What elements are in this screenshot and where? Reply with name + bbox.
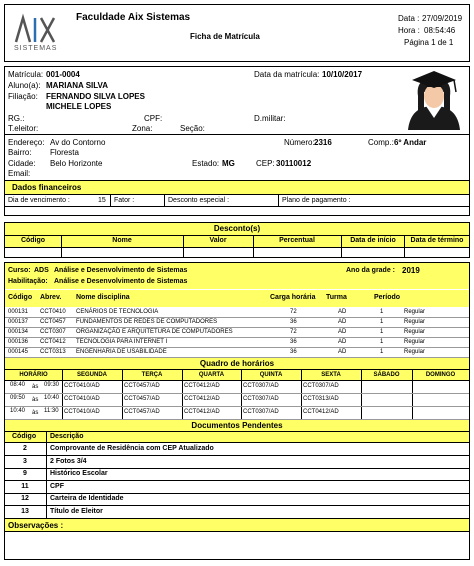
estado-label: Estado: bbox=[192, 159, 220, 168]
pending-description: 2 Fotos 3/4 bbox=[50, 457, 87, 465]
habilitacao-value: Análise e Desenvolvimento de Sistemas bbox=[54, 278, 188, 285]
cep-label: CEP: bbox=[256, 159, 275, 168]
subject-cell: AD bbox=[338, 339, 347, 345]
observacoes-label: Observações : bbox=[8, 521, 64, 530]
row-divider bbox=[4, 505, 470, 506]
schedule-cell: CCT0307/AD bbox=[243, 409, 279, 415]
subject-cell: 000136 bbox=[8, 339, 29, 345]
schedule-cell: CCT0457/AD bbox=[124, 396, 160, 402]
habilitacao-label: Habilitação: bbox=[8, 278, 48, 285]
data-matricula-value: 10/10/2017 bbox=[322, 70, 363, 79]
subject-cell: 1 bbox=[380, 329, 384, 335]
schedule-sep: às bbox=[32, 410, 39, 416]
fator-label: Fator : bbox=[114, 197, 135, 204]
pending-code: 11 bbox=[21, 482, 29, 490]
divider bbox=[182, 369, 183, 420]
page-indicator: Página 1 de 1 bbox=[404, 38, 454, 47]
estado-value: MG bbox=[222, 159, 235, 168]
cep-value: 30110012 bbox=[276, 159, 312, 168]
discount-header-nome: Nome bbox=[112, 237, 132, 244]
comp-value: 6º Andar bbox=[394, 138, 427, 147]
zona-label: Zona: bbox=[132, 124, 153, 133]
subject-cell: 000134 bbox=[8, 329, 29, 335]
row-divider bbox=[5, 317, 469, 318]
subject-cell: Regular bbox=[404, 339, 426, 345]
cpf-label: CPF: bbox=[144, 114, 163, 123]
discount-header-percentual: Percentual bbox=[279, 237, 315, 244]
pending-description: Título de Eleitor bbox=[50, 507, 103, 515]
subject-cell: Regular bbox=[404, 349, 426, 355]
divider bbox=[4, 531, 470, 532]
schedule-cell: CCT0410/AD bbox=[64, 383, 100, 389]
subject-cell: 36 bbox=[290, 349, 297, 355]
divider bbox=[122, 369, 123, 420]
matricula-value: 001-0004 bbox=[46, 70, 80, 79]
schedule-cell: CCT0412/AD bbox=[184, 396, 220, 402]
schedule-header: QUINTA bbox=[259, 372, 283, 378]
schedule-start: 08:40 bbox=[10, 382, 26, 388]
pending-code: 12 bbox=[21, 495, 29, 502]
subject-cell: 36 bbox=[290, 339, 297, 345]
divider bbox=[241, 369, 242, 420]
endereco-label: Endereço: bbox=[8, 138, 45, 147]
subject-header-turma: Turma bbox=[326, 294, 347, 301]
comp-label: Comp.: bbox=[368, 138, 394, 147]
desconto-especial-label: Desconto especial : bbox=[168, 197, 230, 204]
subject-header-abrev: Abrev. bbox=[40, 294, 62, 301]
divider bbox=[4, 194, 470, 195]
curso-code: ADS bbox=[34, 267, 49, 274]
schedule-header: HORÁRIO bbox=[19, 372, 48, 378]
schedule-title: Quadro de horários bbox=[199, 359, 275, 368]
schedule-cell: CCT0412/AD bbox=[303, 409, 339, 415]
schedule-cell: CCT0412/AD bbox=[184, 383, 220, 389]
teleitor-label: T.eleitor: bbox=[8, 124, 39, 133]
subject-cell: AD bbox=[338, 309, 347, 315]
divider bbox=[4, 442, 470, 443]
subject-cell: 36 bbox=[290, 319, 297, 325]
date-label: Data : bbox=[398, 14, 420, 23]
schedule-cell: CCT0307/AD bbox=[243, 396, 279, 402]
subject-cell: AD bbox=[338, 349, 347, 355]
subject-cell: 1 bbox=[380, 319, 384, 325]
discount-header-codigo: Código bbox=[20, 237, 46, 244]
plano-pagamento-label: Plano de pagamento : bbox=[282, 197, 351, 204]
subject-cell: 1 bbox=[380, 309, 384, 315]
row-divider bbox=[4, 455, 470, 456]
pending-description: Histórico Escolar bbox=[50, 470, 108, 477]
pending-code: 3 bbox=[23, 457, 27, 465]
dia-vencimento-value: 15 bbox=[98, 197, 106, 204]
pending-description: CPF bbox=[50, 482, 64, 490]
dmilitar-label: D.militar: bbox=[254, 114, 286, 123]
schedule-header: DOMINGO bbox=[425, 372, 456, 378]
numero-label: Número: bbox=[284, 138, 315, 147]
schedule-end: 11:30 bbox=[44, 408, 59, 414]
cidade-label: Cidade: bbox=[8, 159, 36, 168]
subject-cell: CCT0313 bbox=[40, 349, 66, 355]
pending-code: 13 bbox=[21, 507, 29, 515]
schedule-cell: CCT0307/AD bbox=[243, 383, 279, 389]
schedule-start: 10:40 bbox=[10, 408, 26, 414]
schedule-cell: CCT0457/AD bbox=[124, 383, 160, 389]
subject-cell: CCT0410 bbox=[40, 309, 66, 315]
pending-description: Carteira de Identidade bbox=[50, 495, 124, 502]
ano-grade-label: Ano da grade : bbox=[346, 267, 396, 274]
document-title: Ficha de Matrícula bbox=[190, 32, 260, 41]
subject-cell: Regular bbox=[404, 309, 426, 315]
discount-header-termino: Data de término bbox=[410, 237, 464, 244]
schedule-header: SEXTA bbox=[321, 372, 341, 378]
subject-cell: Regular bbox=[404, 329, 426, 335]
aluno-value: MARIANA SILVA bbox=[46, 81, 109, 90]
divider bbox=[412, 369, 413, 420]
subject-cell: AD bbox=[338, 329, 347, 335]
subject-header-carga: Carga horária bbox=[270, 294, 316, 301]
numero-value: 2316 bbox=[314, 138, 332, 147]
subject-cell: CENÁRIOS DE TECNOLOGIA bbox=[76, 309, 159, 315]
row-divider bbox=[4, 480, 470, 481]
subject-cell: AD bbox=[338, 319, 347, 325]
email-label: Email: bbox=[8, 169, 31, 178]
observacoes-bar bbox=[5, 519, 469, 531]
subject-cell: ENGENHARIA DE USABILIDADE bbox=[76, 349, 167, 355]
divider bbox=[361, 369, 362, 420]
filiacao-label: Filiação: bbox=[8, 92, 38, 101]
discounts-title: Desconto(s) bbox=[213, 224, 261, 233]
subject-cell: CCT0412 bbox=[40, 339, 66, 345]
schedule-cell: CCT0412/AD bbox=[184, 409, 220, 415]
pending-header-codigo: Código bbox=[12, 433, 37, 440]
divider bbox=[62, 369, 63, 420]
schedule-header: SÁBADO bbox=[373, 372, 400, 378]
schedule-end: 09:30 bbox=[44, 382, 60, 388]
pending-description: Comprovante de Residência com CEP Atualizado bbox=[50, 445, 214, 452]
pending-code: 9 bbox=[23, 470, 27, 477]
subject-cell: 000131 bbox=[8, 309, 29, 315]
curso-name: Análise e Desenvolvimento de Sistemas bbox=[54, 267, 188, 274]
secao-label: Seção: bbox=[180, 124, 205, 133]
filiacao-father: FERNANDO SILVA LOPES bbox=[46, 92, 145, 101]
schedule-cell: CCT0410/AD bbox=[64, 409, 100, 415]
subject-cell: 1 bbox=[380, 349, 384, 355]
filiacao-mother: MICHELE LOPES bbox=[46, 102, 112, 111]
subject-header-codigo: Código bbox=[8, 294, 33, 301]
divider bbox=[4, 134, 470, 135]
schedule-header: QUARTA bbox=[198, 372, 225, 378]
schedule-header: TERÇA bbox=[141, 372, 163, 378]
logo bbox=[14, 8, 58, 56]
row-divider bbox=[5, 337, 469, 338]
row-divider bbox=[5, 347, 469, 348]
subject-cell: CCT0457 bbox=[40, 319, 66, 325]
bairro-label: Bairro: bbox=[8, 148, 32, 157]
schedule-start: 09:50 bbox=[10, 395, 26, 401]
subject-header-nome: Nome disciplina bbox=[76, 294, 130, 301]
institution-name: Faculdade Aix Sistemas bbox=[76, 12, 191, 23]
divider bbox=[278, 194, 279, 206]
divider bbox=[164, 194, 165, 206]
row-divider bbox=[5, 406, 469, 407]
cidade-value: Belo Horizonte bbox=[50, 159, 103, 168]
pending-code: 2 bbox=[23, 445, 27, 452]
subject-cell: Regular bbox=[404, 319, 426, 325]
row-divider bbox=[5, 393, 469, 394]
divider bbox=[4, 247, 470, 248]
subject-cell: 000145 bbox=[8, 349, 29, 355]
bairro-value: Floresta bbox=[50, 148, 79, 157]
schedule-sep: às bbox=[32, 397, 39, 403]
schedule-header: SEGUNDA bbox=[76, 372, 107, 378]
subject-cell: 000137 bbox=[8, 319, 29, 325]
time-value: 08:54:46 bbox=[424, 26, 456, 35]
time-label: Hora : bbox=[398, 26, 420, 35]
avatar bbox=[402, 68, 466, 130]
subject-cell: CCT0307 bbox=[40, 329, 66, 335]
subject-header-periodo: Período bbox=[374, 294, 401, 301]
divider bbox=[110, 194, 111, 206]
pending-title: Documentos Pendentes bbox=[191, 421, 283, 430]
ano-grade-value: 2019 bbox=[402, 266, 420, 275]
graduate-avatar-icon bbox=[402, 68, 466, 130]
row-divider bbox=[4, 468, 470, 469]
endereco-value: Av do Contorno bbox=[50, 138, 106, 147]
subject-cell: 1 bbox=[380, 339, 384, 345]
discount-header-inicio: Data de início bbox=[350, 237, 396, 244]
subject-cell: TECNOLOGIA PARA INTERNET I bbox=[76, 339, 168, 345]
row-divider bbox=[4, 493, 470, 494]
subject-cell: 72 bbox=[290, 329, 297, 335]
curso-label: Curso: bbox=[8, 267, 31, 274]
subject-cell: ORGANIZAÇÃO E ARQUITETURA DE COMPUTADORES bbox=[76, 329, 233, 335]
subject-cell: 72 bbox=[290, 309, 297, 315]
dia-vencimento-label: Dia de vencimento : bbox=[8, 197, 70, 204]
divider bbox=[4, 380, 470, 381]
discount-header-valor: Valor bbox=[209, 237, 227, 244]
logo-subtitle: SISTEMAS bbox=[14, 45, 58, 52]
divider bbox=[4, 206, 470, 207]
schedule-end: 10:40 bbox=[44, 395, 60, 401]
schedule-sep: às bbox=[32, 384, 39, 390]
aluno-label: Aluno(a): bbox=[8, 81, 41, 90]
rg-label: RG.: bbox=[8, 114, 25, 123]
schedule-cell: CCT0307/AD bbox=[303, 383, 339, 389]
divider bbox=[301, 369, 302, 420]
date-value: 27/09/2019 bbox=[422, 14, 463, 23]
schedule-cell: CCT0457/AD bbox=[124, 409, 160, 415]
subject-cell: FUNDAMENTOS DE REDES DE COMPUTADORES bbox=[76, 319, 218, 325]
financial-title: Dados financeiros bbox=[12, 183, 82, 192]
schedule-cell: CCT0410/AD bbox=[64, 396, 100, 402]
pending-header-descricao: Descrição bbox=[50, 433, 84, 440]
row-divider bbox=[5, 327, 469, 328]
matricula-label: Matrícula: bbox=[8, 70, 44, 79]
data-matricula-label: Data da matrícula: bbox=[254, 70, 320, 79]
schedule-cell: CCT0313/AD bbox=[303, 396, 339, 402]
